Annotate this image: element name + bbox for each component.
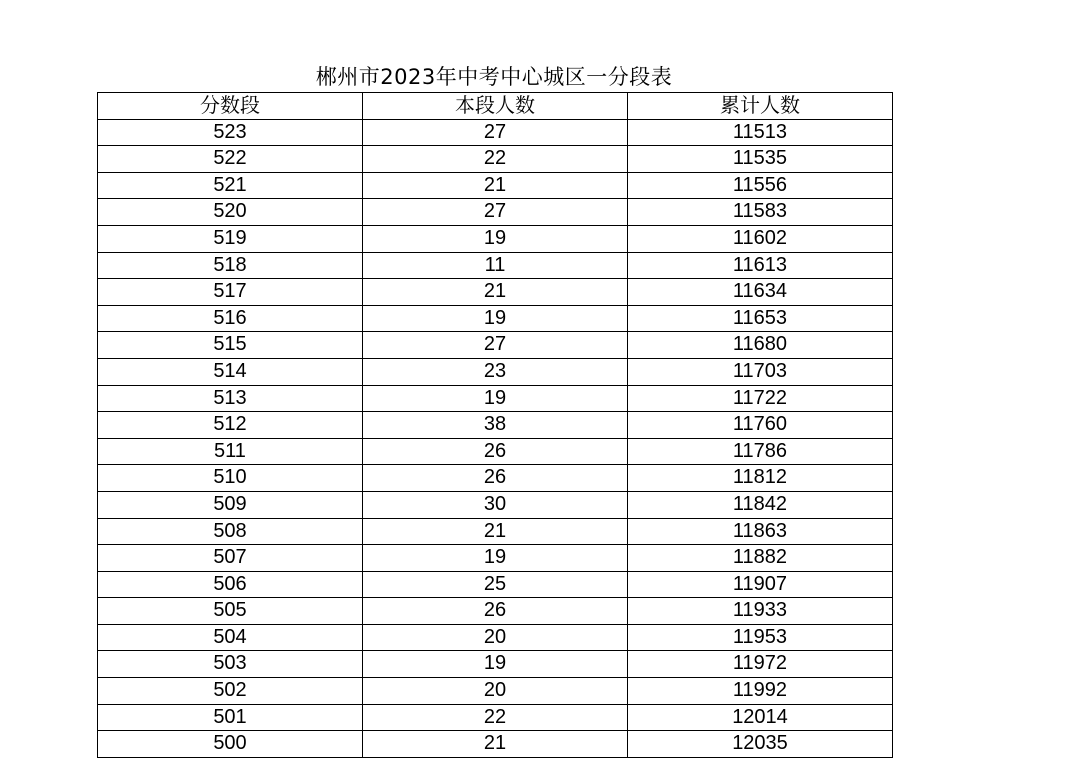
cell-score: 512 (98, 412, 363, 439)
table-header-row (98, 93, 893, 120)
table-row (98, 438, 893, 465)
header-segment-count: 本段人数 (363, 93, 628, 120)
cell-segment-count: 19 (363, 385, 628, 412)
cell-cumulative-count: 11992 (628, 678, 893, 705)
table-row (98, 545, 893, 572)
table-row (98, 385, 893, 412)
cell-segment-count: 27 (363, 119, 628, 146)
cell-score: 502 (98, 678, 363, 705)
cell-score: 503 (98, 651, 363, 678)
table-row (98, 172, 893, 199)
cell-score: 523 (98, 119, 363, 146)
cell-score: 522 (98, 146, 363, 173)
cell-cumulative-count: 12035 (628, 731, 893, 758)
table-row (98, 199, 893, 226)
cell-cumulative-count: 11882 (628, 545, 893, 572)
cell-score: 507 (98, 545, 363, 572)
cell-score: 505 (98, 598, 363, 625)
cell-segment-count: 23 (363, 358, 628, 385)
cell-cumulative-count: 11842 (628, 491, 893, 518)
cell-score: 510 (98, 465, 363, 492)
table-row (98, 279, 893, 306)
table-row (98, 491, 893, 518)
cell-segment-count: 20 (363, 624, 628, 651)
cell-score: 513 (98, 385, 363, 412)
table-row (98, 571, 893, 598)
cell-score: 517 (98, 279, 363, 306)
cell-score: 511 (98, 438, 363, 465)
cell-segment-count: 27 (363, 332, 628, 359)
cell-cumulative-count: 11653 (628, 305, 893, 332)
cell-segment-count: 20 (363, 678, 628, 705)
cell-segment-count: 19 (363, 225, 628, 252)
cell-score: 514 (98, 358, 363, 385)
cell-cumulative-count: 11933 (628, 598, 893, 625)
document-title: 郴州市2023年中考中心城区一分段表 (315, 65, 673, 89)
cell-cumulative-count: 12014 (628, 704, 893, 731)
cell-segment-count: 26 (363, 438, 628, 465)
cell-cumulative-count: 11953 (628, 624, 893, 651)
cell-segment-count: 21 (363, 279, 628, 306)
cell-segment-count: 19 (363, 651, 628, 678)
cell-cumulative-count: 11556 (628, 172, 893, 199)
cell-score: 500 (98, 731, 363, 758)
table-row (98, 332, 893, 359)
cell-cumulative-count: 11513 (628, 119, 893, 146)
cell-score: 521 (98, 172, 363, 199)
cell-cumulative-count: 11535 (628, 146, 893, 173)
cell-cumulative-count: 11786 (628, 438, 893, 465)
table-row (98, 678, 893, 705)
table-row (98, 358, 893, 385)
header-cumulative-count: 累计人数 (628, 93, 893, 120)
cell-score: 515 (98, 332, 363, 359)
cell-segment-count: 21 (363, 731, 628, 758)
cell-segment-count: 30 (363, 491, 628, 518)
cell-score: 506 (98, 571, 363, 598)
cell-segment-count: 38 (363, 412, 628, 439)
cell-cumulative-count: 11863 (628, 518, 893, 545)
table-row (98, 704, 893, 731)
cell-segment-count: 19 (363, 545, 628, 572)
cell-score: 516 (98, 305, 363, 332)
cell-cumulative-count: 11634 (628, 279, 893, 306)
table-row (98, 624, 893, 651)
cell-cumulative-count: 11613 (628, 252, 893, 279)
table-row (98, 225, 893, 252)
cell-segment-count: 22 (363, 146, 628, 173)
cell-cumulative-count: 11583 (628, 199, 893, 226)
cell-score: 508 (98, 518, 363, 545)
cell-segment-count: 11 (363, 252, 628, 279)
cell-cumulative-count: 11760 (628, 412, 893, 439)
cell-segment-count: 25 (363, 571, 628, 598)
cell-cumulative-count: 11972 (628, 651, 893, 678)
cell-score: 501 (98, 704, 363, 731)
score-distribution-table (97, 92, 893, 758)
table-row (98, 518, 893, 545)
cell-segment-count: 26 (363, 465, 628, 492)
cell-cumulative-count: 11907 (628, 571, 893, 598)
table-row (98, 412, 893, 439)
cell-cumulative-count: 11680 (628, 332, 893, 359)
header-score-range: 分数段 (98, 93, 363, 120)
cell-segment-count: 21 (363, 518, 628, 545)
cell-segment-count: 19 (363, 305, 628, 332)
cell-cumulative-count: 11602 (628, 225, 893, 252)
cell-score: 504 (98, 624, 363, 651)
table-header (98, 93, 893, 120)
cell-segment-count: 21 (363, 172, 628, 199)
cell-score: 519 (98, 225, 363, 252)
cell-score: 520 (98, 199, 363, 226)
table-row (98, 252, 893, 279)
table-row (98, 465, 893, 492)
cell-segment-count: 27 (363, 199, 628, 226)
table-row (98, 119, 893, 146)
table-row (98, 598, 893, 625)
cell-cumulative-count: 11812 (628, 465, 893, 492)
table-row (98, 305, 893, 332)
cell-score: 509 (98, 491, 363, 518)
table-row (98, 146, 893, 173)
table-row (98, 651, 893, 678)
table-body (98, 119, 893, 757)
cell-score: 518 (98, 252, 363, 279)
cell-segment-count: 26 (363, 598, 628, 625)
cell-segment-count: 22 (363, 704, 628, 731)
cell-cumulative-count: 11722 (628, 385, 893, 412)
table-row (98, 731, 893, 758)
cell-cumulative-count: 11703 (628, 358, 893, 385)
